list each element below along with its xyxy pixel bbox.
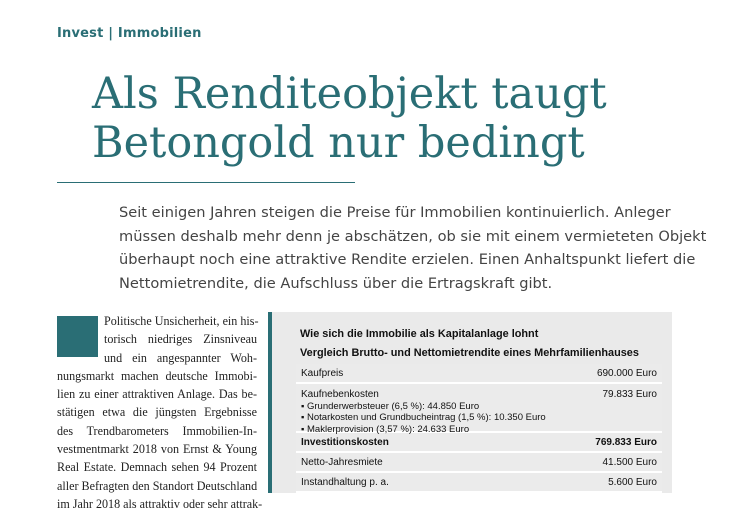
table-row: [296, 453, 662, 473]
row-detail: ▪ Notarkosten und Grundbucheintrag (1,5 %): 10.350 Euro: [301, 412, 546, 423]
body-line: und ein angespannter Woh-: [104, 350, 257, 365]
info-box-accent: [268, 312, 272, 493]
lead-line: Seit einigen Jahren steigen die Preise für Immobilien kontinuierlich. Anleger: [119, 204, 671, 221]
row-value: 5.600 Euro: [608, 477, 657, 488]
article-body: [57, 312, 263, 513]
body-line: des Trendbarometers Immobilien-In-: [57, 423, 257, 438]
body-line: Politische Unsicherheit, ein his-: [104, 314, 259, 328]
table-row: [296, 364, 662, 384]
info-box-title: Wie sich die Immobilie als Kapitalanlage lohnt: [300, 328, 539, 340]
row-value: 690.000 Euro: [596, 368, 657, 379]
body-line: torisch niedriges Zinsniveau: [104, 332, 257, 347]
title-line: Als Renditeobjekt taugt: [92, 69, 607, 119]
table-row: [296, 473, 662, 493]
table-row: [296, 384, 662, 433]
row-label-group: [301, 384, 546, 435]
row-value: 769.833 Euro: [595, 437, 657, 448]
row-value: 79.833 Euro: [602, 389, 657, 400]
table-row: [296, 433, 662, 453]
title-divider: [57, 182, 355, 183]
row-label: Netto-Jahresmiete: [301, 457, 383, 468]
body-line: aller Befragten den Standort Deutschland: [57, 478, 258, 493]
lead-line: überhaupt noch eine attraktive Rendite erzielen. Einen Anhaltspunkt liefert die: [119, 251, 696, 269]
info-box-subtitle: Vergleich Brutto- und Nettomietrendite eines Mehrfamilienhauses: [300, 347, 639, 359]
cost-table: [296, 364, 662, 493]
article-lead: [119, 201, 707, 295]
body-line: lien zu einer attraktiven Anlage. Das be-: [57, 387, 257, 402]
title-line: Betongold nur bedingt: [92, 118, 585, 168]
row-label: Kaufpreis: [301, 368, 344, 379]
row-label: Instandhaltung p. a.: [301, 477, 389, 488]
row-value: 41.500 Euro: [602, 457, 657, 468]
article-title: [92, 70, 607, 168]
section-label: Invest | Immobilien: [57, 26, 202, 41]
info-box-header: [300, 325, 639, 363]
row-label: Kaufnebenkosten: [301, 389, 379, 400]
lead-line: müssen deshalb mehr denn je abschätzen, ob sie mit einem vermieteten Objekt: [119, 227, 707, 245]
lead-line: Nettomietrendite, die Aufschluss über die Ertragskraft gibt.: [119, 274, 553, 292]
body-line: stätigen etwa die jüngsten Ergebnisse: [57, 405, 257, 420]
row-detail: ▪ Grunderwerbsteuer (6,5 %): 44.850 Euro: [301, 400, 480, 412]
body-line: im Jahr 2018 als attraktiv oder sehr attrak-: [57, 496, 263, 511]
row-label: Investitionskosten: [301, 437, 389, 448]
body-line: vestmentmarkt 2018 von Ernst & Young: [57, 442, 257, 457]
body-line: Real Estate. Demnach sehen 94 Prozent: [57, 460, 257, 475]
row-detail: ▪ Maklerprovision (3,57 %): 24.633 Euro: [301, 423, 470, 435]
body-line: nungsmarkt machen deutsche Immobi-: [57, 368, 257, 383]
